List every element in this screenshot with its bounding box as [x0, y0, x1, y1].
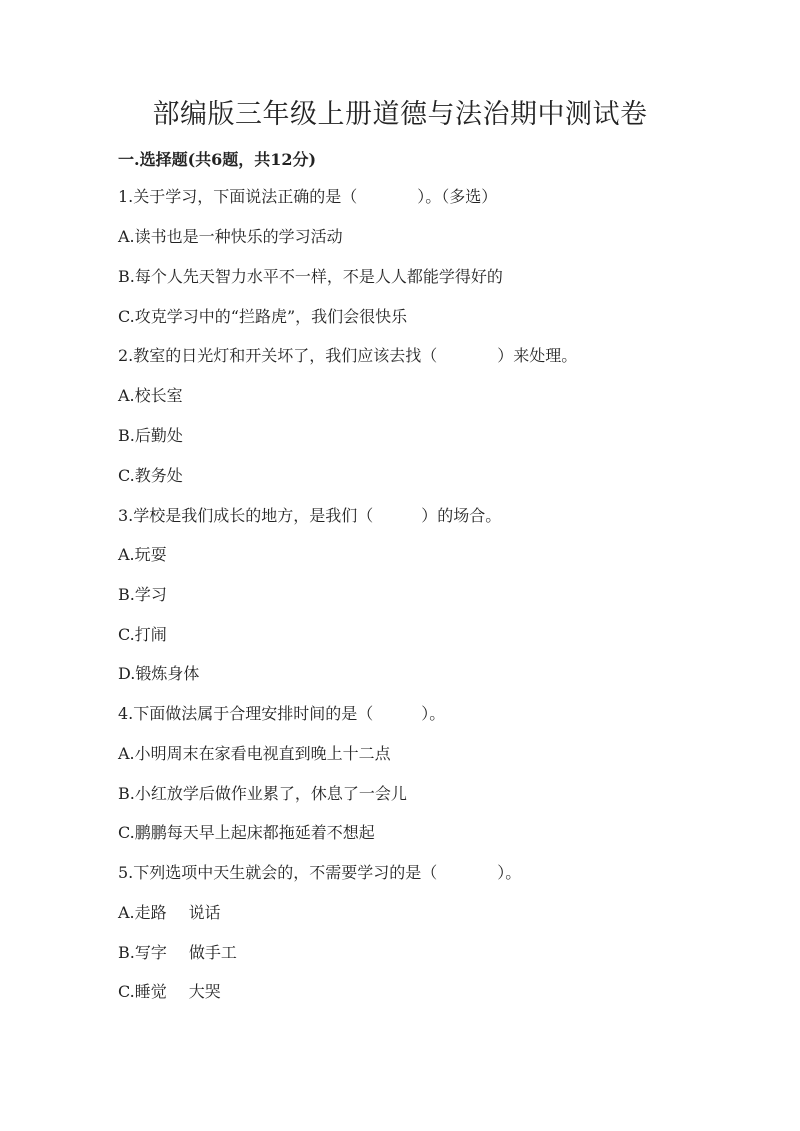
option-part-1: B.写字 — [118, 943, 167, 962]
question-stem-before: 5.下列选项中天生就会的，不需要学习的是（ — [118, 863, 438, 882]
question-5-option-c — [118, 982, 221, 1002]
question-stem-before: 2.教室的日光灯和开关坏了，我们应该去找（ — [118, 346, 438, 365]
question-3-option-b: B.学习 — [118, 585, 167, 604]
question-2-option-b: B.后勤处 — [118, 426, 183, 445]
question-1-option-b: B.每个人先天智力水平不一样，不是人人都能学得好的 — [118, 267, 503, 286]
question-stem-after: ）的场合。 — [421, 506, 502, 525]
option-part-2: 说话 — [188, 903, 221, 922]
question-3-option-c: C.打闹 — [118, 625, 167, 644]
section-heading: 一.选择题(共6题，共12分) — [118, 150, 317, 169]
question-1-option-a: A.读书也是一种快乐的学习活动 — [118, 227, 343, 246]
question-stem-after: ）。（多选） — [417, 187, 498, 206]
question-4-stem — [118, 704, 445, 724]
question-2-option-c: C.教务处 — [118, 466, 183, 485]
question-stem-before: 1.关于学习，下面说法正确的是（ — [118, 187, 358, 206]
question-4-option-c: C.鹏鹏每天早上起床都拖延着不想起 — [118, 823, 375, 842]
question-3-stem — [118, 506, 501, 526]
option-part-1: A.走路 — [118, 903, 167, 922]
question-1-option-c: C.攻克学习中的“拦路虎”，我们会很快乐 — [118, 307, 408, 326]
option-part-1: C.睡觉 — [118, 982, 167, 1001]
option-part-2: 大哭 — [188, 982, 221, 1001]
question-stem-after: ）。 — [421, 704, 446, 723]
question-stem-after: ）来处理。 — [497, 346, 578, 365]
question-stem-before: 4.下面做法属于合理安排时间的是（ — [118, 704, 374, 723]
question-5-stem — [118, 863, 521, 883]
question-4-option-b: B.小红放学后做作业累了，休息了一会儿 — [118, 784, 407, 803]
question-1-stem — [118, 187, 497, 207]
question-5-option-a — [118, 903, 221, 923]
question-stem-before: 3.学校是我们成长的地方，是我们（ — [118, 506, 374, 525]
option-part-2: 做手工 — [188, 943, 237, 962]
question-2-option-a: A.校长室 — [118, 386, 183, 405]
question-5-option-b — [118, 943, 237, 963]
question-3-option-a: A.玩耍 — [118, 545, 167, 564]
question-stem-after: ）。 — [497, 863, 522, 882]
question-2-stem — [118, 346, 577, 366]
question-3-option-d: D.锻炼身体 — [118, 664, 200, 683]
question-4-option-a: A.小明周末在家看电视直到晚上十二点 — [118, 744, 391, 763]
page-title: 部编版三年级上册道德与法治期中测试卷 — [152, 99, 648, 130]
